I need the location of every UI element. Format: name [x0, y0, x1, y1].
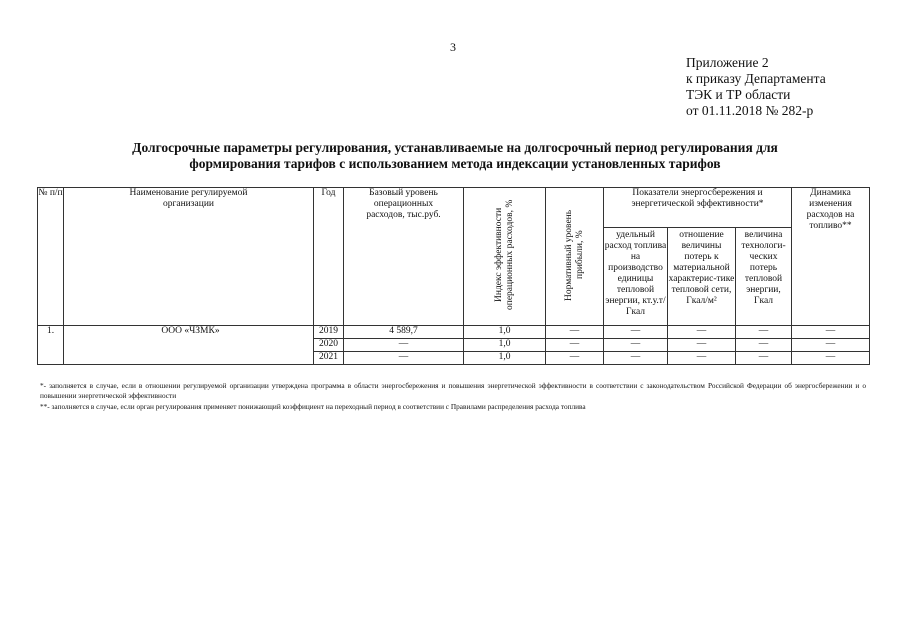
- cell-year: 2020: [314, 339, 344, 352]
- footnotes: [40, 381, 866, 413]
- cell-fuel: —: [604, 326, 668, 339]
- appendix-line: Приложение 2: [686, 55, 769, 70]
- header-org: Наименование регулируемой организации: [64, 188, 314, 326]
- appendix-line: от 01.11.2018 № 282-р: [686, 103, 814, 118]
- cell-loss-value: —: [736, 339, 792, 352]
- header-indicators: Показатели энергосбережения и энергетической эффективности*: [604, 188, 792, 228]
- cell-dynamics: —: [792, 326, 870, 339]
- footnote: **- заполняется в случае, если орган регулирования применяет понижающий коэффициент на переходный период в соответствии с Правилами распределения расхода топлива: [40, 402, 586, 411]
- cell-base: —: [344, 352, 464, 365]
- cell-loss-value: —: [736, 326, 792, 339]
- header-profit: [546, 188, 604, 326]
- header-profit-text: Нормативный уровень прибыли, %: [563, 208, 585, 301]
- cell-year: 2021: [314, 352, 344, 365]
- cell-profit: —: [546, 352, 604, 365]
- appendix-block: [686, 55, 826, 119]
- title-line: Долгосрочные параметры регулирования, устанавливаемые на долгосрочный период регулирования для: [132, 140, 778, 155]
- cell-dynamics: —: [792, 352, 870, 365]
- cell-loss-ratio: —: [668, 326, 736, 339]
- subheader-loss-ratio: отношение величины потерь к материальной характерис-тике тепловой сети, Гкал/м²: [668, 228, 736, 326]
- cell-base: —: [344, 339, 464, 352]
- subheader-loss-value: величина технологи-ческих потерь тепловой энергии, Гкал: [736, 228, 792, 326]
- cell-index: 1,0: [464, 339, 546, 352]
- cell-loss-ratio: —: [668, 352, 736, 365]
- cell-loss-value: —: [736, 352, 792, 365]
- header-year: Год: [314, 188, 344, 326]
- header-num: № п/п: [38, 188, 64, 326]
- cell-fuel: —: [604, 339, 668, 352]
- title-line: формирования тарифов с использованием метода индексации установленных тарифов: [189, 156, 721, 171]
- cell-profit: —: [546, 339, 604, 352]
- header-index-text: Индекс эффективности операционных расходов, %: [493, 199, 515, 310]
- subheader-fuel: удельный расход топлива на производство единицы тепловой энергии, кт.у.т/Гкал: [604, 228, 668, 326]
- cell-index: 1,0: [464, 326, 546, 339]
- header-index: [464, 188, 546, 326]
- cell-dynamics: —: [792, 339, 870, 352]
- cell-fuel: —: [604, 352, 668, 365]
- parameters-table: [37, 187, 870, 365]
- cell-index: 1,0: [464, 352, 546, 365]
- cell-profit: —: [546, 326, 604, 339]
- cell-org: ООО «ЧЗМК»: [64, 326, 314, 365]
- header-dynamics: Динамика изменения расходов на топливо**: [792, 188, 870, 326]
- appendix-line: к приказу Департамента: [686, 71, 826, 86]
- cell-loss-ratio: —: [668, 339, 736, 352]
- footnote: *- заполняется в случае, если в отношении регулируемой организации утверждена программа в области энергосбережения и повышения энергетической эффективности в соответствии с законодательством Российской Федерации об энергосбережении и о повышении энергетической эффективности: [40, 381, 866, 400]
- document-title: [60, 140, 850, 172]
- cell-num: 1.: [38, 326, 64, 365]
- table-row: [38, 326, 870, 339]
- cell-base: 4 589,7: [344, 326, 464, 339]
- header-base: Базовый уровень операционных расходов, тыс.руб.: [344, 188, 464, 326]
- cell-year: 2019: [314, 326, 344, 339]
- page-number: 3: [450, 40, 456, 54]
- appendix-line: ТЭК и ТР области: [686, 87, 791, 102]
